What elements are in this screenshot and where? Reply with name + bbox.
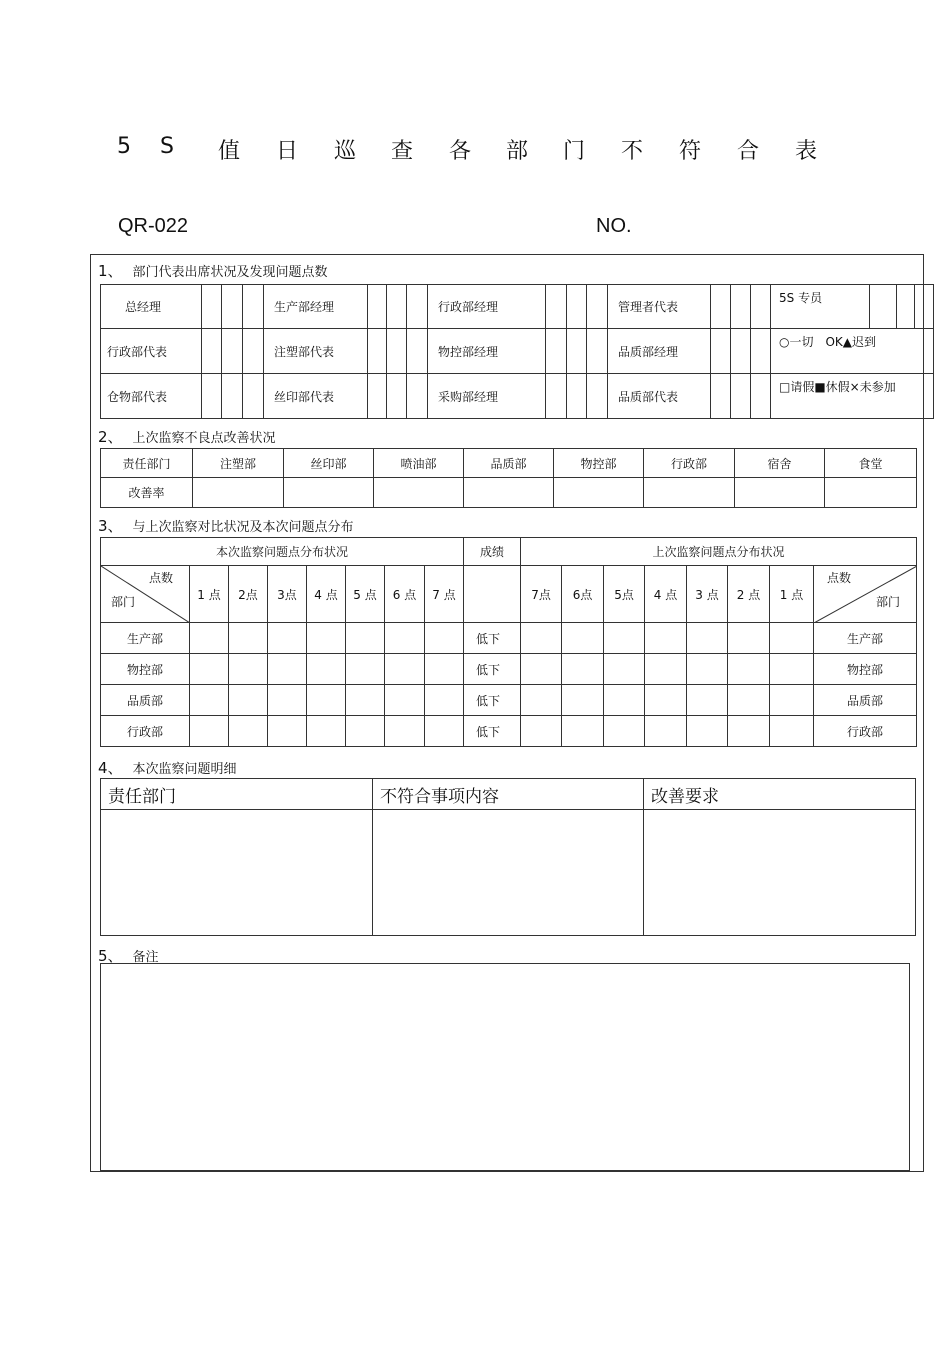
title-char: 值: [218, 139, 241, 164]
rate-cell[interactable]: [464, 478, 554, 508]
mark-cell[interactable]: [222, 329, 243, 374]
count-cell[interactable]: [190, 654, 229, 685]
section3-heading: [98, 515, 354, 536]
count-cell[interactable]: [385, 716, 425, 747]
section-number: 5、: [98, 947, 123, 965]
attendee-label: 行政部代表: [101, 329, 202, 374]
rate-cell[interactable]: [644, 478, 735, 508]
count-cell[interactable]: [268, 654, 307, 685]
mark-cell[interactable]: [222, 285, 243, 329]
points-header: 7点: [521, 566, 562, 623]
rate-cell[interactable]: [193, 478, 284, 508]
attendee-label: 品质部代表: [608, 374, 711, 419]
section-number: 4、: [98, 759, 123, 777]
title-char: 符: [679, 139, 702, 164]
attendee-label: 生产部经理: [264, 285, 368, 329]
title-char: S: [160, 134, 174, 159]
attendee-label: 注塑部代表: [264, 329, 368, 374]
mark-cell[interactable]: [751, 329, 771, 374]
count-cell[interactable]: [562, 654, 604, 685]
section2-heading: [98, 426, 276, 447]
column-header: 不符合事项内容: [373, 779, 644, 810]
row-label: 改善率: [101, 478, 193, 508]
count-cell[interactable]: [770, 685, 814, 716]
points-header: 4 点: [645, 566, 687, 623]
attendee-label: 丝印部代表: [264, 374, 368, 419]
mark-cell[interactable]: [222, 374, 243, 419]
mark-cell[interactable]: [202, 374, 222, 419]
count-cell[interactable]: [728, 716, 770, 747]
details-table: [100, 778, 916, 936]
count-cell[interactable]: [229, 623, 268, 654]
count-cell[interactable]: [190, 623, 229, 654]
diag-top-label: 点数: [827, 571, 852, 585]
department-header: 喷油部: [374, 449, 464, 478]
mark-cell[interactable]: [751, 374, 771, 419]
points-header: 4 点: [307, 566, 346, 623]
count-cell[interactable]: [307, 716, 346, 747]
mark-cell[interactable]: [387, 329, 407, 374]
mark-cell[interactable]: [587, 285, 608, 329]
mark-cell[interactable]: [243, 329, 264, 374]
attendee-label: 总经理: [101, 285, 202, 329]
attendee-label: 采购部经理: [428, 374, 546, 419]
department-header: 物控部: [554, 449, 644, 478]
count-cell[interactable]: [307, 623, 346, 654]
title-char: 部: [506, 139, 529, 164]
points-header: 1 点: [770, 566, 814, 623]
mark-cell[interactable]: [711, 285, 731, 329]
title-char: 各: [449, 139, 472, 164]
department-label: 行政部: [101, 716, 190, 747]
mark-cell[interactable]: [587, 329, 608, 374]
form-code: QR-022: [118, 215, 189, 237]
title-char: 不: [621, 139, 644, 164]
mark-cell[interactable]: [407, 374, 428, 419]
count-cell[interactable]: [521, 685, 562, 716]
count-cell[interactable]: [645, 685, 687, 716]
department-header: 丝印部: [284, 449, 374, 478]
score-value: 低下: [464, 716, 521, 747]
count-cell[interactable]: [728, 685, 770, 716]
title-char: 查: [391, 139, 414, 164]
diag-top-label: 点数: [148, 571, 173, 585]
section-title: 部门代表出席状况及发现问题点数: [132, 265, 328, 280]
count-cell[interactable]: [604, 654, 645, 685]
responsible-dept-cell[interactable]: [101, 810, 373, 936]
count-cell[interactable]: [307, 654, 346, 685]
mark-cell[interactable]: [368, 285, 387, 329]
count-cell[interactable]: [346, 685, 385, 716]
attendee-label: 行政部经理: [428, 285, 546, 329]
attendee-label: 管理者代表: [608, 285, 711, 329]
section-number: 1、: [98, 262, 123, 280]
title-char: 合: [737, 139, 760, 164]
mark-cell[interactable]: [897, 285, 915, 329]
diag-bottom-label: 部门: [111, 595, 136, 609]
section-number: 3、: [98, 517, 123, 535]
rate-cell[interactable]: [374, 478, 464, 508]
count-cell[interactable]: [229, 716, 268, 747]
count-cell[interactable]: [645, 716, 687, 747]
points-header: 6 点: [385, 566, 425, 623]
count-cell[interactable]: [687, 685, 728, 716]
mark-cell[interactable]: [407, 285, 428, 329]
department-header: 注塑部: [193, 449, 284, 478]
department-header: 食堂: [825, 449, 917, 478]
department-label: 生产部: [101, 623, 190, 654]
rate-cell[interactable]: [825, 478, 917, 508]
points-header: 7 点: [425, 566, 464, 623]
points-header: 2点: [229, 566, 268, 623]
score-blank: [464, 566, 521, 623]
department-label: 品质部: [814, 685, 917, 716]
mark-cell[interactable]: [368, 329, 387, 374]
count-cell[interactable]: [521, 716, 562, 747]
mark-cell[interactable]: [731, 285, 751, 329]
section4-heading: [98, 757, 237, 778]
mark-cell[interactable]: [751, 285, 771, 329]
title-char: 门: [563, 139, 586, 164]
form-number-label: NO.: [596, 215, 632, 237]
count-cell[interactable]: [645, 654, 687, 685]
section-title: 与上次监察对比状况及本次问题点分布: [132, 520, 354, 535]
improvement-table: [100, 448, 917, 508]
mark-cell[interactable]: [368, 374, 387, 419]
previous-distribution-header: 上次监察问题点分布状况: [521, 538, 917, 566]
section1-heading: [98, 260, 328, 281]
count-cell[interactable]: [728, 654, 770, 685]
points-header: 3 点: [687, 566, 728, 623]
score-header: 成绩: [464, 538, 521, 566]
title-char: 5: [117, 134, 131, 159]
section-title: 本次监察问题明细: [132, 762, 237, 777]
header-cell: 责任部门: [101, 449, 193, 478]
mark-cell[interactable]: [546, 329, 567, 374]
mark-cell[interactable]: [731, 374, 751, 419]
rate-cell[interactable]: [284, 478, 374, 508]
count-cell[interactable]: [229, 685, 268, 716]
count-cell[interactable]: [562, 685, 604, 716]
section-number: 2、: [98, 428, 123, 446]
points-header: 1 点: [190, 566, 229, 623]
department-label: 行政部: [814, 716, 917, 747]
points-header: 6点: [562, 566, 604, 623]
mark-cell[interactable]: [387, 285, 407, 329]
department-label: 生产部: [814, 623, 917, 654]
count-cell[interactable]: [425, 623, 464, 654]
department-label: 品质部: [101, 685, 190, 716]
legend-attendance: ○一切 OK▲迟到: [771, 329, 934, 374]
mark-cell[interactable]: [546, 374, 567, 419]
count-cell[interactable]: [687, 716, 728, 747]
section-title: 备注: [132, 950, 159, 965]
count-cell[interactable]: [190, 685, 229, 716]
mark-cell[interactable]: [567, 374, 587, 419]
count-cell[interactable]: [346, 623, 385, 654]
attendee-label: 仓物部代表: [101, 374, 202, 419]
count-cell[interactable]: [425, 654, 464, 685]
count-cell[interactable]: [687, 623, 728, 654]
department-header: 行政部: [644, 449, 735, 478]
mark-cell[interactable]: [711, 374, 731, 419]
count-cell[interactable]: [604, 623, 645, 654]
improvement-requirement-cell[interactable]: [644, 810, 916, 936]
count-cell[interactable]: [346, 716, 385, 747]
mark-cell[interactable]: [587, 374, 608, 419]
count-cell[interactable]: [229, 654, 268, 685]
department-label: 物控部: [101, 654, 190, 685]
attendance-table: [100, 284, 934, 419]
count-cell[interactable]: [645, 623, 687, 654]
count-cell[interactable]: [346, 654, 385, 685]
attendee-label: 品质部经理: [608, 329, 711, 374]
count-cell[interactable]: [268, 716, 307, 747]
column-header: 责任部门: [101, 779, 373, 810]
title-char: 日: [276, 139, 299, 164]
count-cell[interactable]: [770, 623, 814, 654]
count-cell[interactable]: [521, 654, 562, 685]
points-header: 3点: [268, 566, 307, 623]
mark-cell[interactable]: [731, 329, 751, 374]
points-header: 5 点: [346, 566, 385, 623]
current-distribution-header: 本次监察问题点分布状况: [101, 538, 464, 566]
count-cell[interactable]: [385, 654, 425, 685]
score-value: 低下: [464, 623, 521, 654]
count-cell[interactable]: [385, 685, 425, 716]
count-cell[interactable]: [562, 623, 604, 654]
count-cell[interactable]: [521, 623, 562, 654]
department-label: 物控部: [814, 654, 917, 685]
column-header: 改善要求: [644, 779, 916, 810]
attendee-label: 物控部经理: [428, 329, 546, 374]
count-cell[interactable]: [687, 654, 728, 685]
title-char: 巡: [334, 139, 357, 164]
section-title: 上次监察不良点改善状况: [132, 431, 276, 446]
mark-cell[interactable]: [407, 329, 428, 374]
mark-cell[interactable]: [567, 285, 587, 329]
count-cell[interactable]: [728, 623, 770, 654]
count-cell[interactable]: [604, 685, 645, 716]
department-header: 宿舍: [735, 449, 825, 478]
diagonal-header-right: [814, 566, 917, 623]
count-cell[interactable]: [190, 716, 229, 747]
count-cell[interactable]: [268, 685, 307, 716]
comparison-table: [100, 537, 917, 747]
mark-cell[interactable]: [546, 285, 567, 329]
rate-cell[interactable]: [554, 478, 644, 508]
count-cell[interactable]: [268, 623, 307, 654]
rate-cell[interactable]: [735, 478, 825, 508]
score-value: 低下: [464, 654, 521, 685]
count-cell[interactable]: [425, 716, 464, 747]
diag-bottom-label: 部门: [876, 595, 901, 609]
count-cell[interactable]: [425, 685, 464, 716]
count-cell[interactable]: [562, 716, 604, 747]
department-header: 品质部: [464, 449, 554, 478]
title-char: 表: [795, 139, 818, 164]
specialist-label: 5S 专员: [771, 285, 870, 329]
diagonal-header-left: [101, 566, 190, 623]
mark-cell[interactable]: [202, 329, 222, 374]
legend-absence: □请假■休假×未参加: [771, 374, 934, 419]
nonconformity-content-cell[interactable]: [373, 810, 644, 936]
count-cell[interactable]: [307, 685, 346, 716]
remarks-box[interactable]: [100, 963, 910, 1171]
score-value: 低下: [464, 685, 521, 716]
mark-cell[interactable]: [915, 285, 934, 329]
points-header: 2 点: [728, 566, 770, 623]
mark-cell[interactable]: [567, 329, 587, 374]
count-cell[interactable]: [604, 716, 645, 747]
mark-cell[interactable]: [202, 285, 222, 329]
mark-cell[interactable]: [870, 285, 897, 329]
points-header: 5点: [604, 566, 645, 623]
mark-cell[interactable]: [243, 285, 264, 329]
count-cell[interactable]: [770, 716, 814, 747]
mark-cell[interactable]: [711, 329, 731, 374]
mark-cell[interactable]: [387, 374, 407, 419]
mark-cell[interactable]: [243, 374, 264, 419]
count-cell[interactable]: [385, 623, 425, 654]
count-cell[interactable]: [770, 654, 814, 685]
